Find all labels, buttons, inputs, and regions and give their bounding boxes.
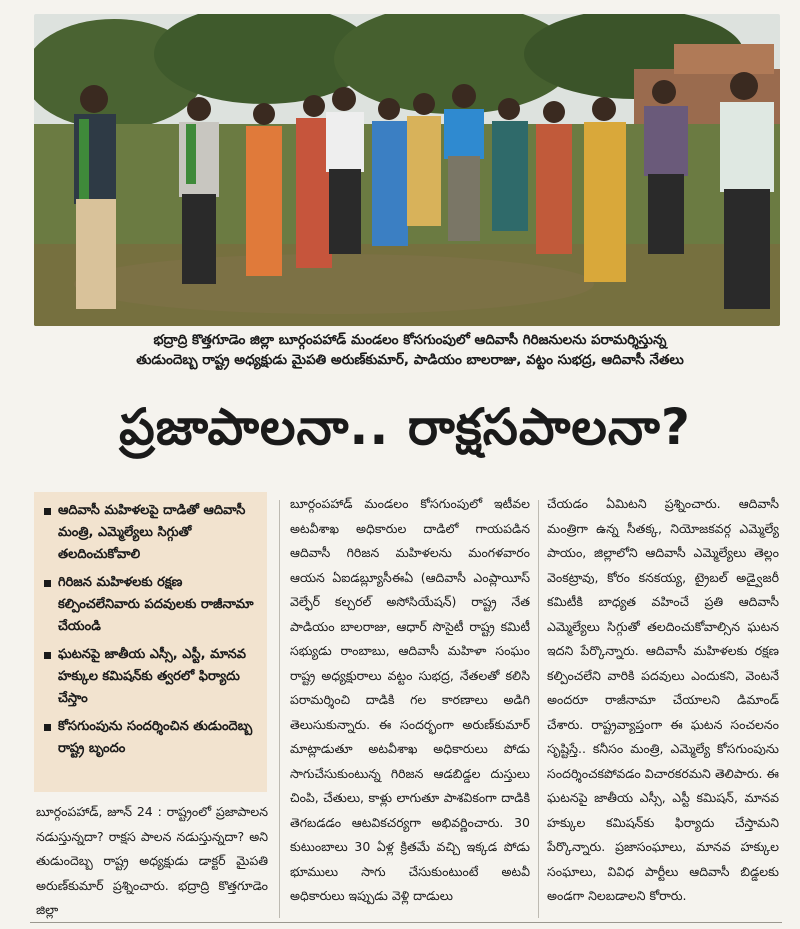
highlight-item: ఘటనపై జాతీయ ఎస్సీ, ఎస్టీ, మానవ హక్కుల కమిషన్‌కు త్వరలో ఫిర్యాదు చేస్తాం xyxy=(40,644,261,710)
caption-line-2: తుడుందెబ్బ రాష్ట్ర అధ్యక్షుడు మైపతి అరుణ్‌కుమార్, పాడియం బాలరాజు, వట్టం సుభద్ర, ఆదివాసీ నేతలు xyxy=(136,352,684,368)
highlights-box xyxy=(34,492,267,792)
article-column-1 xyxy=(36,800,268,922)
article-headline: ప్రజాపాలనా.. రాక్షసపాలనా? xyxy=(119,398,691,456)
square-bullet-icon xyxy=(44,724,51,731)
column-1-text: బూర్గంపహాడ్, జూన్ 24 : రాష్ట్రంలో ప్రజాపాలన నడుస్తున్నదా? రాక్షస పాలన నడుస్తున్నదా? అని తుడుందెబ్బ రాష్ట్ర అధ్యక్షుడు డాక్టర్ మైపతి అరుణ్‌కుమార్ ప్రశ్నించారు. భద్రాద్రి కొత్తగూడెం జిల్లా xyxy=(36,804,268,917)
article-column-2 xyxy=(290,492,530,922)
square-bullet-icon xyxy=(44,580,51,587)
column-2-text: బూర్గంపహాడ్ మండలం కోసగుంపులో ఇటీవల అటవీశాఖ అధికారుల దాడిలో గాయపడిన ఆదివాసీ గిరిజన మహిళలను మంగళవారం ఆయన ఏఐడబ్ల్యూసీఈఏ (ఆదివాసీ ఎంప్లాయీస్ వెల్ఫేర్ కల్చరల్ అసోసియేషన్) రాష్ట్ర నేత పాడియం బాలరాజు, ఆధార్ సొసైటీ రాష్ట్ర కమిటీ సభ్యుడు రాంబాబు, ఆదివాసీ మహిళా సంఘం రాష్ట్ర అధ్యక్షురాలు వట్టం సుభద్ర, నేతలతో కలిసి పరామర్శించి దాడికి గల కారణాలు అడిగి తెలుసుకున్నారు. ఈ సందర్భంగా అరుణ్‌కుమార్ మాట్లాడుతూ అటవీశాఖ అధికారులు పోడు సాగుచేసుకుంటున్న గిరిజన ఆడబిడ్డల దుస్తులు చింపి, చేతులు, కాళ్లు లాగుతూ పాశవికంగా దాడికి తెగబడడం ఆటవికచర్యగా అభివర్ణించారు. 30 కుటుంబాలు 30 ఏళ్ల క్రితమే వచ్చి ఇక్కడ పోడు భూములు సాగు చేసుకుంటుంటే అటవీ అధికారులు ఇప్పుడు వెళ్లి దాడులు xyxy=(290,496,530,903)
photo-caption xyxy=(40,330,780,370)
square-bullet-icon xyxy=(44,508,51,515)
column-divider xyxy=(279,500,280,918)
article-column-3 xyxy=(547,492,779,922)
bottom-rule xyxy=(30,922,782,923)
photo-scene-icon xyxy=(34,14,780,326)
news-photo xyxy=(34,14,780,326)
square-bullet-icon xyxy=(44,652,51,659)
highlight-item: కోసగుంపును సందర్శించిన తుడుందెబ్బ రాష్ట్ర బృందం xyxy=(40,716,261,760)
column-3-text: చేయడం ఏమిటని ప్రశ్నించారు. ఆదివాసీ మంత్రిగా ఉన్న సీతక్క, నియోజకవర్గ ఎమ్మెల్యే పాయం, జిల్లాలోని ఆదివాసీ ఎమ్మెల్యేలు తెల్లం వెంకట్రావు, కోరం కనకయ్య, ట్రైబల్ అడ్వైజరీ కమిటీకి బాధ్యత వహించే ప్రతి ఆదివాసీ ఎమ్మెల్యేలు సిగ్గుతో తలదించుకోవాల్సిన ఘటన ఇదని పేర్కొన్నారు. ఆదివాసీ మహిళలకు రక్షణ కల్పించలేని వారికి పదవులు ఎందుకని, వెంటనే అందరూ రాజీనామా చేయాలని డిమాండ్ చేశారు. రాష్ట్రవ్యాప్తంగా ఈ ఘటన సంచలనం సృష్టిస్తే.. కనీసం మంత్రి, ఎమ్మెల్యే కోసగుంపును సందర్శించకపోవడం విచారకరమని తెలిపారు. ఈ ఘటనపై జాతీయ ఎస్సీ, ఎస్టీ కమిషన్, మానవ హక్కుల కమిషన్‌కు ఫిర్యాదు చేస్తామని పేర్కొన్నారు. ప్రజాసంఘాలు, మానవ హక్కుల సంఘాలు, వివిధ పార్టీలు ఆదివాసీ బిడ్డలకు అండగా నిలబడాలని కోరారు. xyxy=(547,496,779,903)
caption-line-1: భద్రాద్రి కొత్తగూడెం జిల్లా బూర్గంపహాడ్ మండలం కోసగుంపులో ఆదివాసీ గిరిజనులను పరామర్శిస్తున్న xyxy=(153,332,667,348)
column-divider xyxy=(538,500,539,918)
highlight-item: ఆదివాసీ మహిళలపై దాడితో ఆదివాసీ మంత్రి, ఎమ్మెల్యేలు సిగ్గుతో తలదించుకోవాలి xyxy=(40,500,261,566)
highlight-item: గిరిజన మహిళలకు రక్షణ కల్పించలేనివారు పదవులకు రాజీనామా చేయండి xyxy=(40,572,261,638)
